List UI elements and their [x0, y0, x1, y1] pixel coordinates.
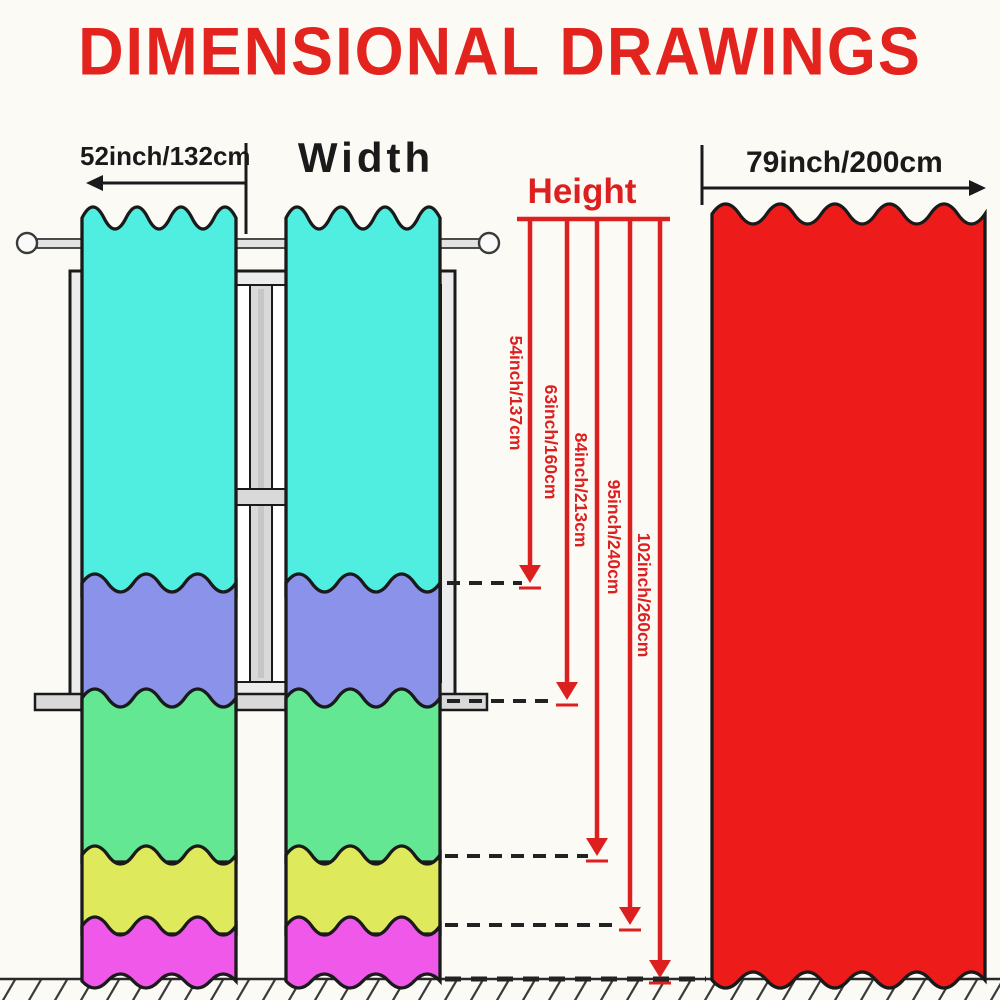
height-option-63inch: 63inch/160cm	[541, 384, 561, 500]
right-curtain-band-periwinkle	[286, 574, 440, 710]
width-value-label: 52inch/132cm	[80, 141, 251, 171]
left-curtain-band-magenta	[82, 917, 236, 988]
height-arrowhead-84-icon	[586, 838, 608, 856]
height-arrowhead-95-icon	[619, 907, 641, 925]
right-curtain-band-cyan	[286, 207, 440, 596]
dashed-connectors	[445, 583, 706, 979]
left-curtain-band-cyan	[82, 207, 236, 596]
left-curtain-band-green	[82, 689, 236, 862]
height-arrowhead-102-icon	[649, 960, 671, 978]
left-curtain-panel	[82, 207, 236, 988]
rod-finial-left	[17, 233, 37, 253]
right-curtain-band-green	[286, 689, 440, 862]
height-word-label: Height	[527, 172, 637, 211]
width-arrow	[86, 175, 246, 191]
panel-width-value-label: 79inch/200cm	[746, 146, 943, 179]
height-option-102inch: 102inch/260cm	[634, 532, 654, 658]
height-arrowhead-54-icon	[519, 565, 541, 583]
right-curtain-panel	[286, 207, 440, 988]
width-arrowhead-icon	[86, 175, 103, 191]
red-curtain-panel	[712, 204, 985, 988]
left-curtain-band-periwinkle	[82, 574, 236, 710]
height-option-95inch: 95inch/240cm	[604, 479, 624, 595]
right-curtain-band-magenta	[286, 917, 440, 988]
window-mullion-groove	[258, 289, 264, 678]
height-option-54inch: 54inch/137cm	[506, 335, 526, 451]
panel-width-arrowhead-icon	[969, 180, 986, 196]
rod-finial-right	[479, 233, 499, 253]
width-word-label: Width	[297, 134, 435, 181]
height-arrowhead-63-icon	[556, 682, 578, 700]
page-title: DIMENSIONAL DRAWINGS	[78, 14, 922, 90]
height-option-84inch: 84inch/213cm	[571, 432, 591, 548]
